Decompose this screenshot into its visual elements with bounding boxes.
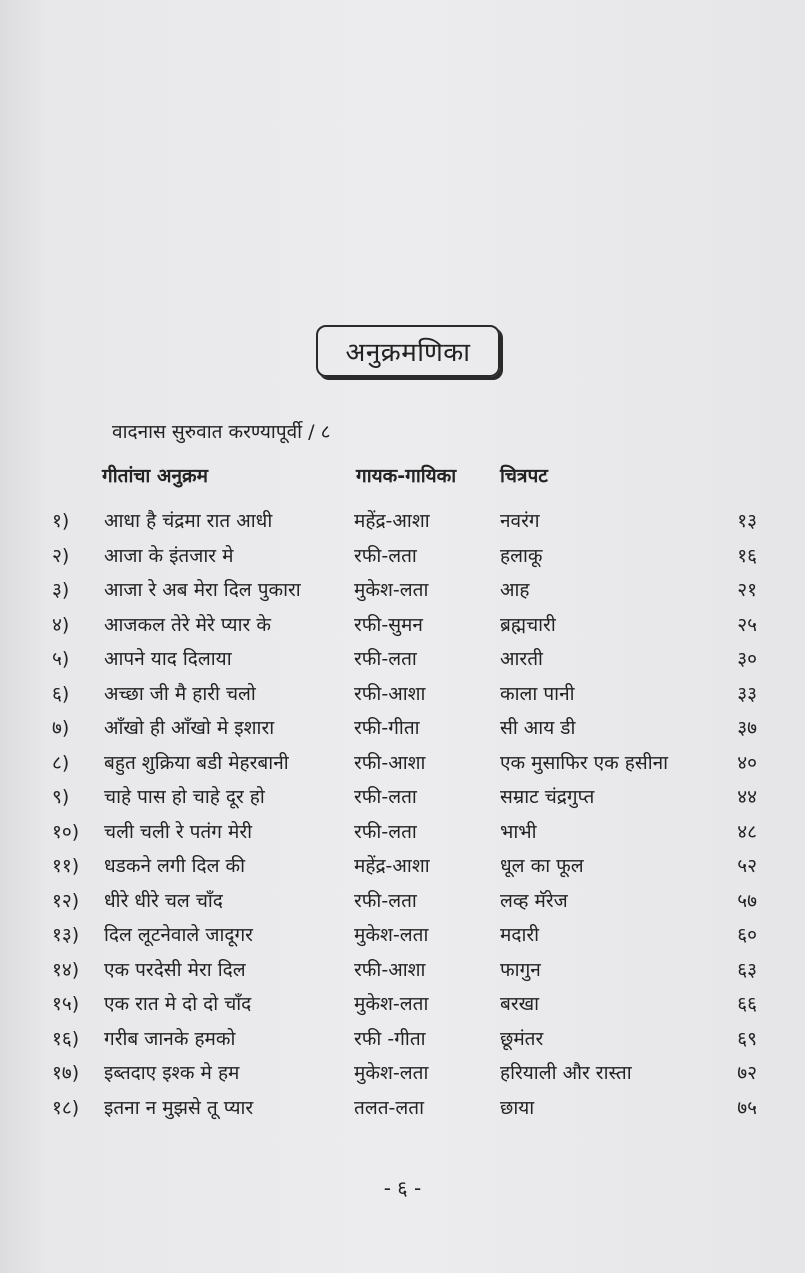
film-name: छाया: [500, 1096, 535, 1119]
film-name: फागुन: [500, 958, 541, 981]
singer-names: मुकेश-लता: [354, 579, 429, 601]
song-title: आँखो ही आँखो मे इशारा: [104, 717, 275, 739]
film-name: भाभी: [500, 820, 537, 843]
page-number: ५७: [737, 889, 757, 912]
film-name: आह: [500, 579, 530, 601]
song-title: इब्तदाए इश्क मे हम: [104, 1062, 240, 1084]
row-number: १४): [52, 958, 80, 981]
row-number: ५): [52, 648, 70, 670]
song-title: इतना न मुझसे तू प्यार: [104, 1096, 254, 1119]
row-number: ४): [52, 613, 70, 636]
row-number: ९): [52, 786, 70, 808]
film-name: सम्राट चंद्रगुप्त: [500, 786, 595, 808]
film-name: सी आय डी: [500, 717, 576, 739]
singer-names: रफी-लता: [354, 786, 417, 808]
page-number: ६३: [737, 958, 757, 981]
song-title: दिल लूटनेवाले जादूगर: [104, 924, 253, 946]
page-number: ६६: [737, 993, 757, 1015]
row-number: १६): [52, 1027, 80, 1050]
table-row: [0, 746, 805, 781]
row-number: १५): [52, 993, 80, 1015]
film-name: लव्ह मॅरेज: [500, 889, 568, 912]
page-number: ३७: [737, 717, 757, 739]
row-number: ३): [52, 579, 70, 601]
singer-names: मुकेश-लता: [354, 924, 429, 946]
table-row: [0, 677, 805, 712]
table-row: [0, 539, 805, 574]
film-name: आरती: [500, 648, 543, 670]
page-number: ३०: [737, 648, 757, 670]
row-number: १३): [52, 924, 80, 946]
song-title: आजा के इंतजार मे: [104, 544, 234, 567]
singer-names: रफी-आशा: [354, 751, 426, 774]
table-row: [0, 608, 805, 643]
page-number: २१: [737, 579, 757, 601]
table-row: [0, 711, 805, 746]
row-number: ६): [52, 682, 70, 705]
page-number: ६०: [737, 924, 757, 946]
table-row: [0, 815, 805, 850]
page-number: १३: [737, 510, 757, 532]
singer-names: रफी-सुमन: [354, 613, 423, 636]
song-title: धीरे धीरे चल चाँद: [104, 889, 223, 912]
song-title: एक रात मे दो दो चाँद: [104, 993, 252, 1015]
table-row: [0, 642, 805, 677]
film-name: बरखा: [500, 993, 540, 1015]
song-title: आजा रे अब मेरा दिल पुकारा: [104, 579, 301, 601]
row-number: १२): [52, 889, 80, 912]
page-footer-number: - ६ -: [383, 1176, 422, 1200]
film-name: हलाकू: [500, 544, 543, 567]
song-title: चाहे पास हो चाहे दूर हो: [104, 786, 265, 808]
table-row: [0, 1056, 805, 1091]
row-number: ११): [52, 855, 80, 877]
singer-names: तलत-लता: [354, 1096, 425, 1119]
singer-names: रफी-लता: [354, 544, 417, 567]
song-title: आजकल तेरे मेरे प्यार के: [104, 613, 271, 636]
page-number: ६९: [737, 1027, 757, 1050]
singer-names: रफी-आशा: [354, 682, 426, 705]
singer-names: रफी-गीता: [354, 717, 420, 739]
film-name: मदारी: [500, 924, 540, 946]
song-title: धडकने लगी दिल की: [104, 855, 246, 877]
song-title: बहुत शुक्रिया बडी मेहरबानी: [104, 751, 289, 774]
singer-names: रफी-लता: [354, 889, 417, 912]
song-title: आपने याद दिलाया: [104, 648, 232, 670]
song-title: आधा है चंद्रमा रात आधी: [104, 510, 273, 532]
row-number: १): [52, 510, 70, 532]
song-title: एक परदेसी मेरा दिल: [104, 958, 246, 981]
table-row: [0, 780, 805, 815]
page-title: अनुक्रमणिका: [316, 325, 500, 377]
song-title: अच्छा जी मै हारी चलो: [104, 682, 256, 705]
film-name: धूल का फूल: [500, 855, 584, 877]
singer-names: महेंद्र-आशा: [354, 510, 430, 532]
table-row: [0, 1022, 805, 1057]
singer-names: महेंद्र-आशा: [354, 855, 430, 877]
singer-names: रफी-लता: [354, 820, 417, 843]
index-table: [0, 504, 805, 1125]
page-number: १६: [737, 544, 757, 567]
film-name: काला पानी: [500, 682, 575, 705]
singer-names: रफी-आशा: [354, 958, 426, 981]
table-row: [0, 1091, 805, 1126]
page-number: २५: [737, 613, 757, 636]
table-row: [0, 987, 805, 1022]
page-number: ४४: [737, 786, 757, 808]
page-number: ४८: [737, 820, 757, 843]
table-row: [0, 504, 805, 539]
singer-names: मुकेश-लता: [354, 993, 429, 1015]
row-number: २): [52, 544, 70, 567]
intro-line: वादनास सुरुवात करण्यापूर्वी / ८: [112, 421, 331, 443]
film-name: छूमंतर: [500, 1027, 544, 1050]
song-title: चली चली रे पतंग मेरी: [104, 820, 253, 843]
film-name: ब्रह्मचारी: [500, 613, 556, 636]
singer-names: रफी -गीता: [354, 1027, 426, 1050]
table-row: [0, 849, 805, 884]
table-row: [0, 884, 805, 919]
film-name: हरियाली और रास्ता: [500, 1062, 632, 1084]
singer-names: रफी-लता: [354, 648, 417, 670]
page-number: ७२: [737, 1062, 757, 1084]
table-row: [0, 573, 805, 608]
page-number: ७५: [737, 1096, 757, 1119]
page-number: ५२: [737, 855, 757, 877]
row-number: ८): [52, 751, 70, 774]
film-name: एक मुसाफिर एक हसीना: [500, 751, 669, 774]
singer-names: मुकेश-लता: [354, 1062, 429, 1084]
row-number: ७): [52, 717, 70, 739]
page-number: ४०: [737, 751, 757, 774]
row-number: १७): [52, 1062, 80, 1084]
song-title: गरीब जानके हमको: [104, 1027, 236, 1050]
header-film: चित्रपट: [500, 465, 548, 487]
film-name: नवरंग: [500, 510, 540, 532]
row-number: १८): [52, 1096, 80, 1119]
header-singer: गायक-गायिका: [356, 465, 457, 487]
table-row: [0, 918, 805, 953]
row-number: १०): [52, 820, 80, 843]
page-number: ३३: [737, 682, 757, 705]
header-song: गीतांचा अनुक्रम: [102, 465, 208, 487]
table-row: [0, 953, 805, 988]
